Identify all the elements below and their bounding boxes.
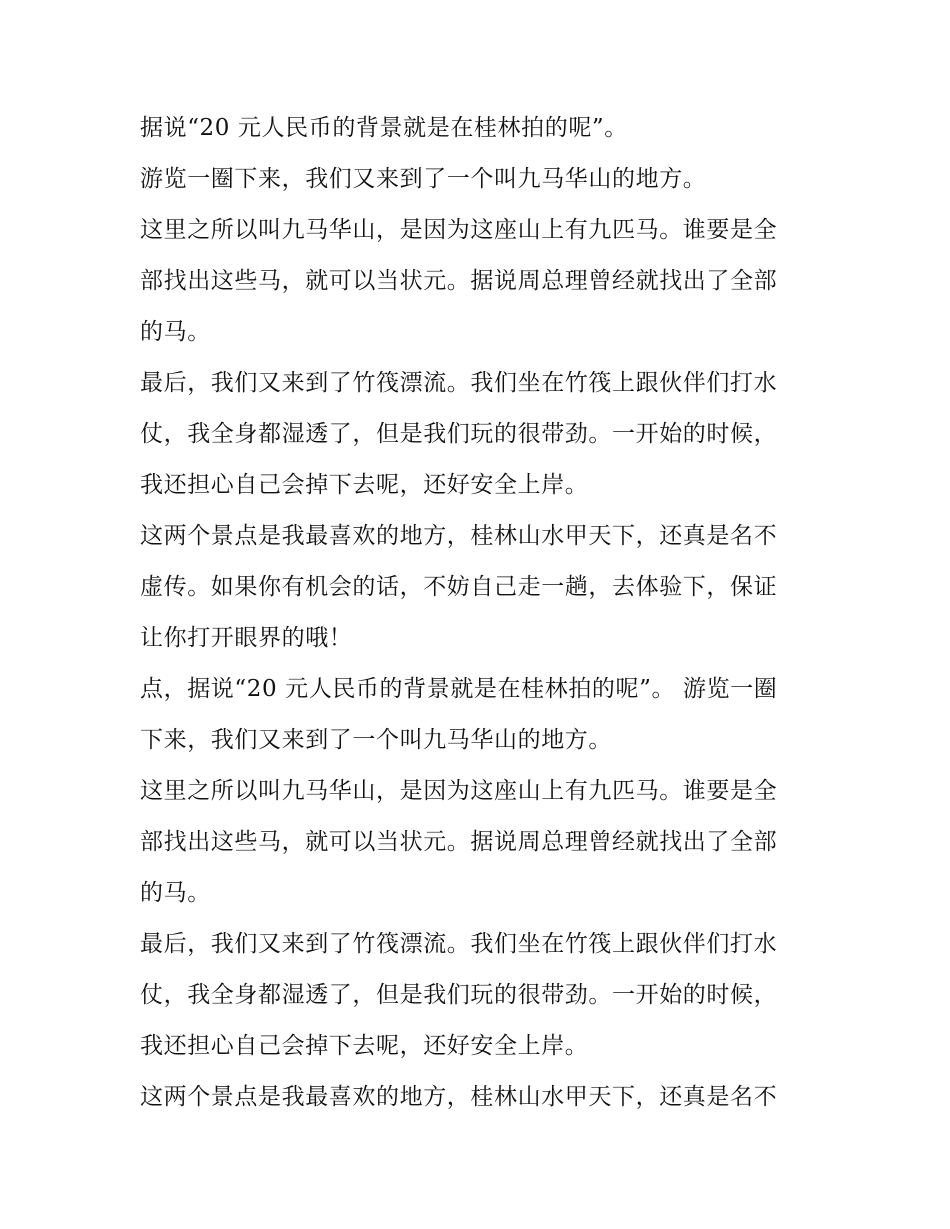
text-line: 游览一圈下来，我们又来到了一个叫九马华山的地方。 <box>140 166 707 192</box>
text-line: 这里之所以叫九马华山，是因为这座山上有九匹马。谁要是全 <box>140 778 778 804</box>
text-line: 部找出这些马，就可以当状元。据说周总理曾经就找出了全部 <box>140 268 778 294</box>
text-line: 我还担心自己会掉下去呢，还好安全上岸。 <box>140 472 589 498</box>
text-line: 最后，我们又来到了竹筏漂流。我们坐在竹筏上跟伙伴们打水 <box>140 370 778 396</box>
text-line: 我还担心自己会掉下去呢，还好安全上岸。 <box>140 1033 589 1059</box>
document-body <box>140 103 815 1123</box>
text-line: 下来，我们又来到了一个叫九马华山的地方。 <box>140 727 612 753</box>
text-line: 点，据说“20 元人民币的背景就是在桂林拍的呢”。 游览一圈 <box>140 676 778 702</box>
text-line: 部找出这些马，就可以当状元。据说周总理曾经就找出了全部 <box>140 829 778 855</box>
text-line: 的马。 <box>140 319 211 345</box>
text-line: 据说“20 元人民币的背景就是在桂林拍的呢”。 <box>140 115 628 141</box>
text-line: 这两个景点是我最喜欢的地方，桂林山水甲天下，还真是名不 <box>140 1084 778 1110</box>
text-line: 仗，我全身都湿透了，但是我们玩的很带劲。一开始的时候， <box>140 982 778 1008</box>
text-line: 最后，我们又来到了竹筏漂流。我们坐在竹筏上跟伙伴们打水 <box>140 931 778 957</box>
text-line: 仗，我全身都湿透了，但是我们玩的很带劲。一开始的时候， <box>140 421 778 447</box>
text-line: 让你打开眼界的哦！ <box>140 625 353 651</box>
text-line: 这两个景点是我最喜欢的地方，桂林山水甲天下，还真是名不 <box>140 523 778 549</box>
text-line: 虚传。如果你有机会的话，不妨自己走一趟，去体验下，保证 <box>140 574 778 600</box>
text-line: 的马。 <box>140 880 211 906</box>
text-line: 这里之所以叫九马华山，是因为这座山上有九匹马。谁要是全 <box>140 217 778 243</box>
